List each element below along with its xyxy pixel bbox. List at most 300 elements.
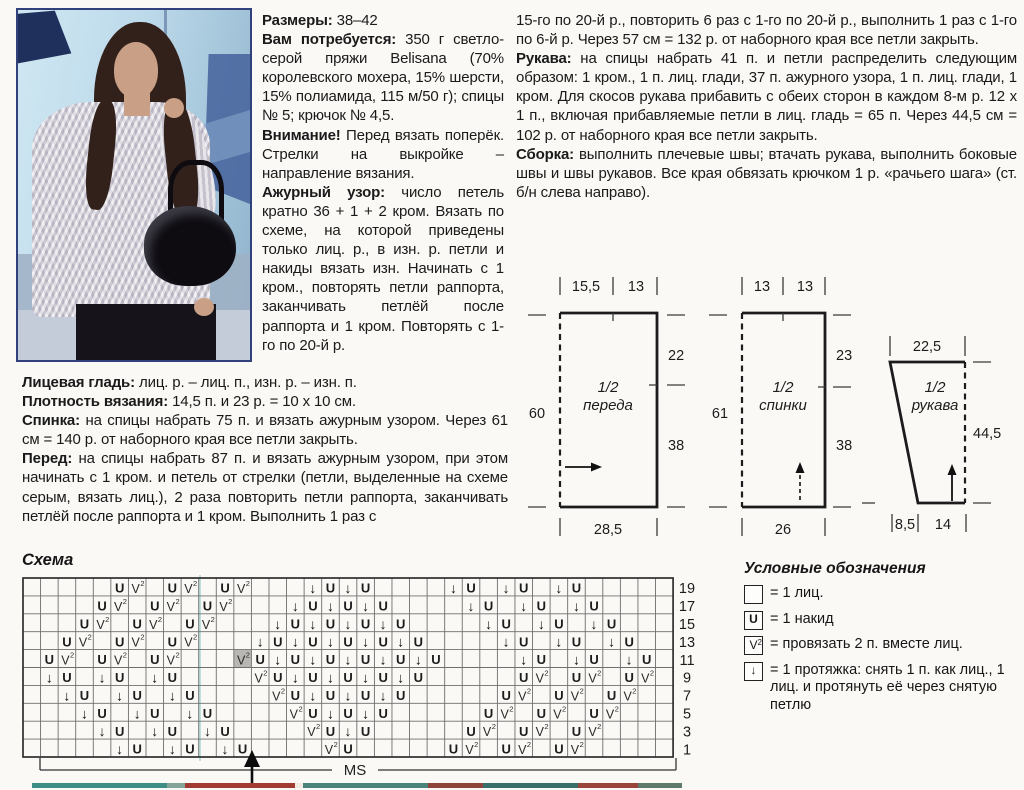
yarnover-symbol: U [360, 580, 371, 596]
yarnover-symbol: U [290, 688, 301, 703]
yarnover-symbol: U [150, 705, 160, 721]
yarnover-symbol: U [466, 580, 476, 596]
skp-symbol: ↓ [133, 705, 141, 722]
k2tog-symbol: 2 [597, 668, 602, 678]
k2tog-symbol: 2 [245, 650, 250, 660]
yarnover-symbol: U [325, 616, 336, 632]
yarnover-symbol: U [378, 634, 388, 650]
k2tog-symbol: V [113, 599, 123, 614]
paragraph: Перед: на спицы набрать 87 п. и вязать ажурным узором, при этом начинать с 1 кром. и петель от стрелки (петли, выделенные на схеме серым, вязать лиц.), 2 раза повторить петли раппорта, заканчивать петлёй после раппорта и 1 кром. Выполнить 1 раз с [22, 450, 508, 525]
yarnover-symbol: U [413, 670, 424, 686]
skp-symbol: ↓ [291, 597, 299, 614]
front-top-width-1: 15,5 [571, 279, 601, 295]
k2tog-symbol: 2 [87, 632, 92, 642]
yarnover-symbol: U [554, 616, 564, 632]
skp-symbol: ↓ [151, 723, 159, 740]
k2tog-symbol: V [184, 582, 193, 596]
yarnover-symbol: U [202, 598, 213, 614]
k2tog-symbol: V [131, 635, 140, 650]
instructions-column-2 [516, 11, 1017, 202]
yarnover-symbol: U [308, 634, 318, 650]
yarnover-symbol: U [220, 723, 230, 739]
k2tog-symbol: 2 [298, 704, 303, 714]
skp-symbol: ↓ [344, 651, 352, 668]
yarnover-symbol: U [325, 580, 336, 596]
sleeve-bottom-width-1: 8,5 [894, 517, 916, 533]
k2tog-symbol: V [254, 671, 263, 686]
k2tog-symbol: 2 [544, 722, 549, 732]
yarnover-symbol: U [97, 705, 107, 721]
skp-symbol: ↓ [309, 651, 317, 668]
yarnover-symbol: U [255, 652, 265, 668]
k2tog-symbol: 2 [175, 596, 180, 606]
k2tog-symbol: 2 [175, 650, 180, 660]
sleeve-height: 44,5 [973, 426, 1002, 442]
yarnover-symbol: U [589, 598, 599, 614]
k2tog-symbol: 2 [70, 650, 75, 660]
paragraph: Внимание! Перед вязать поперёк. Стрелки на выкройке – направление вязания. [262, 126, 504, 182]
yarnover-symbol: U [79, 616, 90, 632]
k2tog-symbol: 2 [140, 632, 145, 642]
model-hand [194, 298, 214, 316]
paragraph: Вам потребуется: 350 г светло-серой пряжи Belisana (70% королевского мохера, 15% шерсти, 15% полиамида, 115 м/50 г); спицы № 5; крючок № 4,5. [262, 31, 504, 125]
skp-symbol: ↓ [116, 741, 124, 758]
knit-direction-arrowhead [796, 462, 805, 473]
k2tog-symbol: 2 [193, 632, 198, 642]
k2tog-symbol: V [236, 653, 246, 668]
front-bottom-width: 28,5 [593, 522, 623, 538]
yarnover-symbol: U [519, 580, 529, 596]
yarnover-symbol: U [325, 723, 336, 739]
yarnover-symbol: U [519, 723, 529, 739]
yarnover-symbol: U [360, 616, 371, 632]
yarnover-symbol: U [273, 670, 283, 686]
skp-symbol: ↓ [449, 580, 457, 596]
repeat-bracket-label: MS [343, 762, 367, 779]
paragraph: Ажурный узор: число петель кратно 36 + 1 + 2 кром. Вязать по схеме, на которой приведены только лиц. р., в изн. р. петли и накиды вязать изн. Начинать с 1 кром., повторять петли раппорта, заканчивать петлёй после раппорта и 1 кром. Повторять с 1-го по 20-й р. [262, 183, 504, 354]
skp-symbol: ↓ [625, 651, 633, 668]
yarnover-symbol: U [519, 634, 529, 650]
k2tog-symbol: 2 [193, 579, 198, 588]
k2tog-symbol: V [535, 671, 544, 686]
yarnover-symbol: U [185, 688, 195, 703]
yarnover-symbol: U [501, 741, 511, 757]
yarnover-symbol: U [589, 652, 599, 668]
back-top-width-1: 13 [753, 279, 771, 295]
yarnover-symbol: U [97, 652, 107, 668]
skp-symbol: ↓ [555, 580, 563, 596]
yarnover-symbol: U [554, 741, 564, 757]
yarnover-symbol: U [360, 652, 371, 668]
k2tog-symbol: V [219, 599, 228, 614]
yarnover-symbol: U [308, 598, 318, 614]
k2tog-symbol: V [166, 653, 176, 668]
skp-symbol: ↓ [309, 580, 317, 596]
scan-color-segment [32, 783, 167, 788]
skp-symbol: ↓ [555, 633, 563, 650]
k2tog-symbol: 2 [544, 668, 549, 678]
yarnover-symbol: U [413, 634, 424, 650]
yarnover-symbol: U [62, 634, 72, 650]
yarnover-symbol: U [62, 670, 72, 686]
back-top-width-2: 13 [796, 279, 814, 295]
yarnover-symbol: U [44, 652, 55, 668]
chart-row-number: 3 [682, 724, 692, 741]
schematic-sleeve [862, 336, 1001, 533]
k2tog-symbol: 2 [526, 686, 532, 696]
k2tog-symbol: 2 [210, 614, 215, 624]
k2tog-symbol: V [307, 725, 316, 740]
yarnover-symbol: U [343, 705, 353, 721]
paragraph: 15-го по 20-й р., повторить 6 раз с 1-го по 20-й р., выполнить 1 раз с 1-го по 6-й р. Через 57 см = 132 р. от наборного края все петли закрыть. [516, 12, 1017, 49]
yarnover-symbol: U [536, 705, 547, 721]
yarnover-symbol: U [132, 741, 142, 757]
yarnover-symbol: U [466, 723, 476, 739]
yarnover-symbol: U [378, 598, 388, 614]
front-top-width-2: 13 [627, 279, 645, 295]
skp-symbol: ↓ [221, 741, 229, 758]
yarnover-symbol: U [308, 670, 318, 686]
yarnover-symbol: U [290, 652, 301, 668]
skp-symbol: ↓ [414, 651, 422, 668]
legend-item-knit: = 1 лиц. [744, 585, 1018, 604]
yarnover-symbol: U [624, 670, 634, 686]
k2tog-symbol: 2 [333, 740, 338, 750]
chart-row-number: 1 [682, 742, 692, 759]
yarnover-symbol: U [501, 616, 511, 632]
scan-color-segment [428, 783, 483, 788]
back-right-height-2: 38 [836, 438, 853, 454]
skp-symbol: ↓ [608, 633, 616, 650]
yarnover-symbol: U [343, 741, 353, 757]
skp-symbol: ↓ [502, 580, 510, 596]
skp-symbol: ↓ [397, 669, 405, 686]
yarnover-icon: U [744, 611, 763, 630]
yarnover-symbol: U [571, 670, 582, 686]
scan-color-segment [483, 783, 578, 788]
skp-symbol: ↓ [344, 615, 352, 632]
paragraph: Спинка: на спицы набрать 75 п. и вязать ажурным узором. Через 61 см = 140 р. от наборного края все петли закрыть. [22, 412, 508, 449]
yarnover-symbol: U [132, 688, 142, 703]
skp-symbol: ↓ [116, 687, 124, 704]
k2tog-symbol: 2 [157, 614, 163, 624]
yarnover-symbol: U [501, 688, 511, 703]
k2tog-symbol: V [131, 582, 140, 596]
legend-title: Условные обозначения [744, 560, 926, 577]
yarnover-symbol: U [150, 652, 160, 668]
chart-row-number: 7 [682, 688, 692, 705]
k2tog-symbol: V [166, 599, 176, 614]
skp-symbol: ↓ [98, 723, 106, 740]
paragraph: Рукава: на спицы набрать 41 п. и петли распределить следующим образом: 1 кром., 1 п. лиц. глади, 37 п. ажурного узора, 1 п. лиц. глади, 1 кром. Для скосов рукава прибавить с обеих сторон в каждом 8-м р. 12 x 1 п., включая прибавляемые петли в лиц. гладь = 65 п. Через 44,5 см = 102 р. от наборного края все петли закрыть. [516, 50, 1017, 144]
k2tog-symbol: V [535, 725, 544, 740]
k2tog-symbol: 2 [263, 668, 268, 678]
yarnover-symbol: U [571, 634, 582, 650]
sleeve-label-name: рукава [911, 397, 959, 414]
skp-symbol: ↓ [274, 651, 282, 668]
k2tog-symbol: V [61, 653, 70, 668]
skp-symbol: ↓ [362, 597, 370, 614]
k2tog-symbol: V [623, 689, 632, 704]
yarnover-symbol: U [606, 688, 617, 703]
yarnover-symbol: U [325, 652, 336, 668]
skp-symbol: ↓ [379, 615, 387, 632]
yarnover-symbol: U [114, 723, 125, 739]
k2tog-symbol: V [236, 582, 246, 596]
k2tog-symbol: 2 [632, 686, 637, 696]
schematic-front [528, 277, 685, 538]
yarnover-symbol: U [343, 598, 353, 614]
k2tog-symbol: 2 [597, 722, 602, 732]
knit-direction-arrowhead [591, 463, 602, 472]
chart-title: Схема [22, 551, 74, 569]
k2tog-symbol: V [553, 707, 562, 722]
skp-symbol: ↓ [572, 651, 580, 668]
yarnover-symbol: U [114, 670, 125, 686]
scan-color-segment [295, 783, 303, 788]
back-height: 61 [711, 406, 729, 422]
skp-symbol: ↓ [291, 669, 299, 686]
yarnover-symbol: U [571, 580, 582, 596]
k2tog-symbol: V [570, 743, 580, 758]
front-right-height-1: 22 [668, 348, 685, 364]
yarnover-symbol: U [396, 652, 406, 668]
skp-symbol: ↓ [379, 687, 387, 704]
legend-item-yarnover: U = 1 накид [744, 611, 1018, 630]
skp-symbol: ↓ [572, 597, 580, 614]
scan-color-segment [185, 783, 295, 788]
yarnover-symbol: U [554, 688, 564, 703]
skp-symbol: ↓ [274, 615, 282, 632]
chart-row-number: 9 [682, 670, 692, 687]
skp-symbol: ↓ [168, 741, 176, 758]
skp-symbol: ↓ [537, 615, 545, 632]
scan-color-segment [167, 783, 185, 788]
yarnover-symbol: U [167, 634, 178, 650]
skp-symbol: ↓ [520, 597, 528, 614]
k2tog-symbol: V [605, 707, 615, 722]
skp-symbol: ↓ [309, 687, 317, 704]
k2tog-symbol: V [518, 689, 527, 704]
chart-row-number: 17 [678, 599, 696, 616]
skp-symbol: ↓ [344, 723, 352, 740]
knit-stitch-icon [744, 585, 763, 604]
paragraph: Лицевая гладь: лиц. р. – лиц. п., изн. р. – изн. п. [22, 374, 357, 391]
symbol-legend [744, 560, 1018, 721]
model-neck [124, 90, 150, 116]
paragraph: Размеры: 38–42 [262, 12, 378, 29]
sleeve-label-part: 1/2 [924, 379, 946, 396]
skp-symbol: ↓ [344, 580, 352, 596]
yarnover-symbol: U [624, 634, 634, 650]
yarnover-symbol: U [378, 670, 388, 686]
pattern-schematics [515, 268, 1024, 560]
k2tog-symbol: 2 [649, 668, 655, 678]
handbag [144, 206, 236, 286]
skp-symbol: ↓ [45, 669, 53, 686]
k2tog-symbol: 2 [105, 614, 110, 624]
skp-symbol: ↓ [256, 633, 264, 650]
yarnover-symbol: U [167, 580, 178, 596]
yarnover-symbol: U [396, 616, 406, 632]
skp-symbol: ↓ [520, 651, 528, 668]
k2tog-symbol: V [201, 617, 211, 632]
skp-symbol: ↓ [203, 723, 211, 740]
instructions-column-1 [262, 11, 504, 355]
skp-symbol: ↓ [326, 597, 334, 614]
k2tog-symbol: 2 [579, 740, 584, 750]
knit-direction-arrowhead [948, 464, 957, 475]
scan-artifact-strip [32, 783, 682, 788]
yarnover-symbol: U [483, 598, 494, 614]
k2tog-symbol: V [272, 689, 281, 704]
yarnover-symbol: U [220, 580, 230, 596]
yarnover-symbol: U [536, 598, 547, 614]
k2tog-symbol: 2 [474, 740, 479, 750]
skp-symbol: ↓ [379, 651, 387, 668]
yarnover-symbol: U [273, 634, 283, 650]
k2tog-symbol: 2 [526, 740, 532, 750]
yarnover-symbol: U [185, 616, 195, 632]
k2tog-symbol: 2 [228, 596, 233, 606]
yarnover-symbol: U [378, 705, 388, 721]
yarnover-symbol: U [114, 580, 125, 596]
paragraph: Плотность вязания: 14,5 п. и 23 р. = 10 x 10 см. [22, 393, 356, 411]
k2tog-symbol: V [588, 671, 597, 686]
yarnover-symbol: U [642, 652, 652, 668]
yarnover-symbol: U [150, 598, 160, 614]
skp-symbol: ↓ [485, 615, 493, 632]
scan-color-segment [638, 783, 682, 788]
skp-symbol: ↓ [502, 633, 510, 650]
k2tog-symbol: 2 [122, 596, 127, 606]
k2tog-symbol: V [482, 725, 492, 740]
paragraph: Сборка: выполнить плечевые швы; втачать рукава, выполнить боковые швы и швы рукавов. Все края обвязать крючком 1 р. «рачьего шага» (ст. б/н слева направо). [516, 145, 1017, 201]
k2tog-symbol: V [324, 743, 334, 758]
k2tog-symbol: 2 [614, 704, 619, 714]
legend-item-skp: ↓ = 1 протяжка: снять 1 п. как лиц., 1 лиц. и протянуть её через снятую петлю [744, 662, 1018, 715]
skp-symbol: ↓ [344, 687, 352, 704]
skp-symbol: ↓ [168, 687, 176, 704]
k2tog-symbol: 2 [122, 650, 127, 660]
scan-color-segment [578, 783, 638, 788]
back-bottom-width: 26 [774, 522, 792, 538]
yarnover-symbol: U [132, 616, 142, 632]
yarnover-symbol: U [325, 688, 336, 703]
front-height: 60 [528, 406, 546, 422]
k2tog-symbol: 2 [316, 722, 321, 732]
yarnover-symbol: U [589, 705, 599, 721]
k2tog-symbol: 2 [491, 722, 496, 732]
k2tog-symbol: V [149, 617, 158, 632]
yarnover-symbol: U [396, 688, 406, 703]
k2tog-symbol: V [641, 671, 650, 686]
yarnover-symbol: U [519, 670, 529, 686]
front-right-height-2: 38 [668, 438, 685, 454]
skp-symbol: ↓ [326, 705, 334, 722]
knitting-chart [18, 568, 724, 790]
skp-symbol: ↓ [326, 633, 334, 650]
skp-symbol: ↓ [326, 669, 334, 686]
skp-symbol: ↓ [98, 669, 106, 686]
instructions-bottom-block [22, 373, 508, 526]
back-label-name: спинки [759, 397, 807, 414]
yarnover-symbol: U [185, 741, 195, 757]
front-label-name: переда [583, 397, 633, 414]
yarnover-symbol: U [448, 741, 459, 757]
k2tog-symbol: V [96, 617, 105, 632]
skp-symbol: ↓ [362, 633, 370, 650]
model-photo [16, 8, 252, 362]
back-label-part: 1/2 [772, 379, 794, 396]
chart-row-number: 13 [678, 634, 696, 651]
yarnover-symbol: U [290, 616, 301, 632]
yarnover-symbol: U [308, 705, 318, 721]
k2tog-symbol: V [500, 707, 509, 722]
slip-knit-pass-icon: ↓ [744, 662, 763, 681]
model-hand [164, 98, 184, 118]
yarnover-symbol: U [431, 652, 441, 668]
k2tog-symbol: 2 [561, 704, 567, 714]
yarnover-symbol: U [79, 688, 90, 703]
front-label-part: 1/2 [597, 379, 619, 396]
chart-row-number: 11 [679, 652, 695, 669]
chart-row-number: 19 [678, 581, 696, 598]
schematic-back [709, 277, 852, 538]
yarnover-symbol: U [360, 688, 371, 703]
yarnover-symbol: U [343, 634, 353, 650]
yarnover-symbol: U [571, 723, 582, 739]
k2tog-symbol: 2 [509, 704, 514, 714]
skp-symbol: ↓ [63, 687, 71, 704]
yarnover-symbol: U [167, 723, 178, 739]
legend-item-k2tog: V 2 = провязать 2 п. вместе лиц. [744, 636, 1018, 655]
skp-symbol: ↓ [590, 615, 598, 632]
back-right-height-1: 23 [836, 348, 853, 364]
yarnover-symbol: U [97, 598, 107, 614]
k2tog-symbol: V [518, 743, 527, 758]
k2tog-symbol: 2 [245, 579, 250, 588]
k2tog-symbol: 2 [579, 686, 584, 696]
chart-row-number: 15 [678, 617, 696, 633]
yarnover-symbol: U [202, 705, 213, 721]
knit-two-together-icon: V 2 [744, 636, 763, 655]
sleeve-bottom-width-2: 14 [934, 517, 952, 533]
yarnover-symbol: U [483, 705, 494, 721]
yarnover-symbol: U [536, 652, 547, 668]
scan-color-segment [303, 783, 428, 788]
k2tog-symbol: V [570, 689, 580, 704]
yarnover-symbol: U [343, 670, 353, 686]
k2tog-symbol: V [588, 725, 597, 740]
yarnover-symbol: U [114, 634, 125, 650]
skp-symbol: ↓ [362, 705, 370, 722]
skp-symbol: ↓ [467, 597, 475, 614]
skp-symbol: ↓ [80, 705, 88, 722]
skp-symbol: ↓ [309, 615, 317, 632]
skp-symbol: ↓ [151, 669, 159, 686]
sleeve-top-width: 22,5 [912, 339, 942, 355]
yarnover-symbol: U [237, 741, 248, 757]
k2tog-symbol: V [113, 653, 123, 668]
k2tog-symbol: V [78, 635, 88, 650]
skp-symbol: ↓ [362, 669, 370, 686]
k2tog-symbol: V [184, 635, 193, 650]
skp-symbol: ↓ [186, 705, 194, 722]
k2tog-symbol: 2 [280, 686, 286, 696]
skp-symbol: ↓ [397, 633, 405, 650]
skp-symbol: ↓ [291, 633, 299, 650]
